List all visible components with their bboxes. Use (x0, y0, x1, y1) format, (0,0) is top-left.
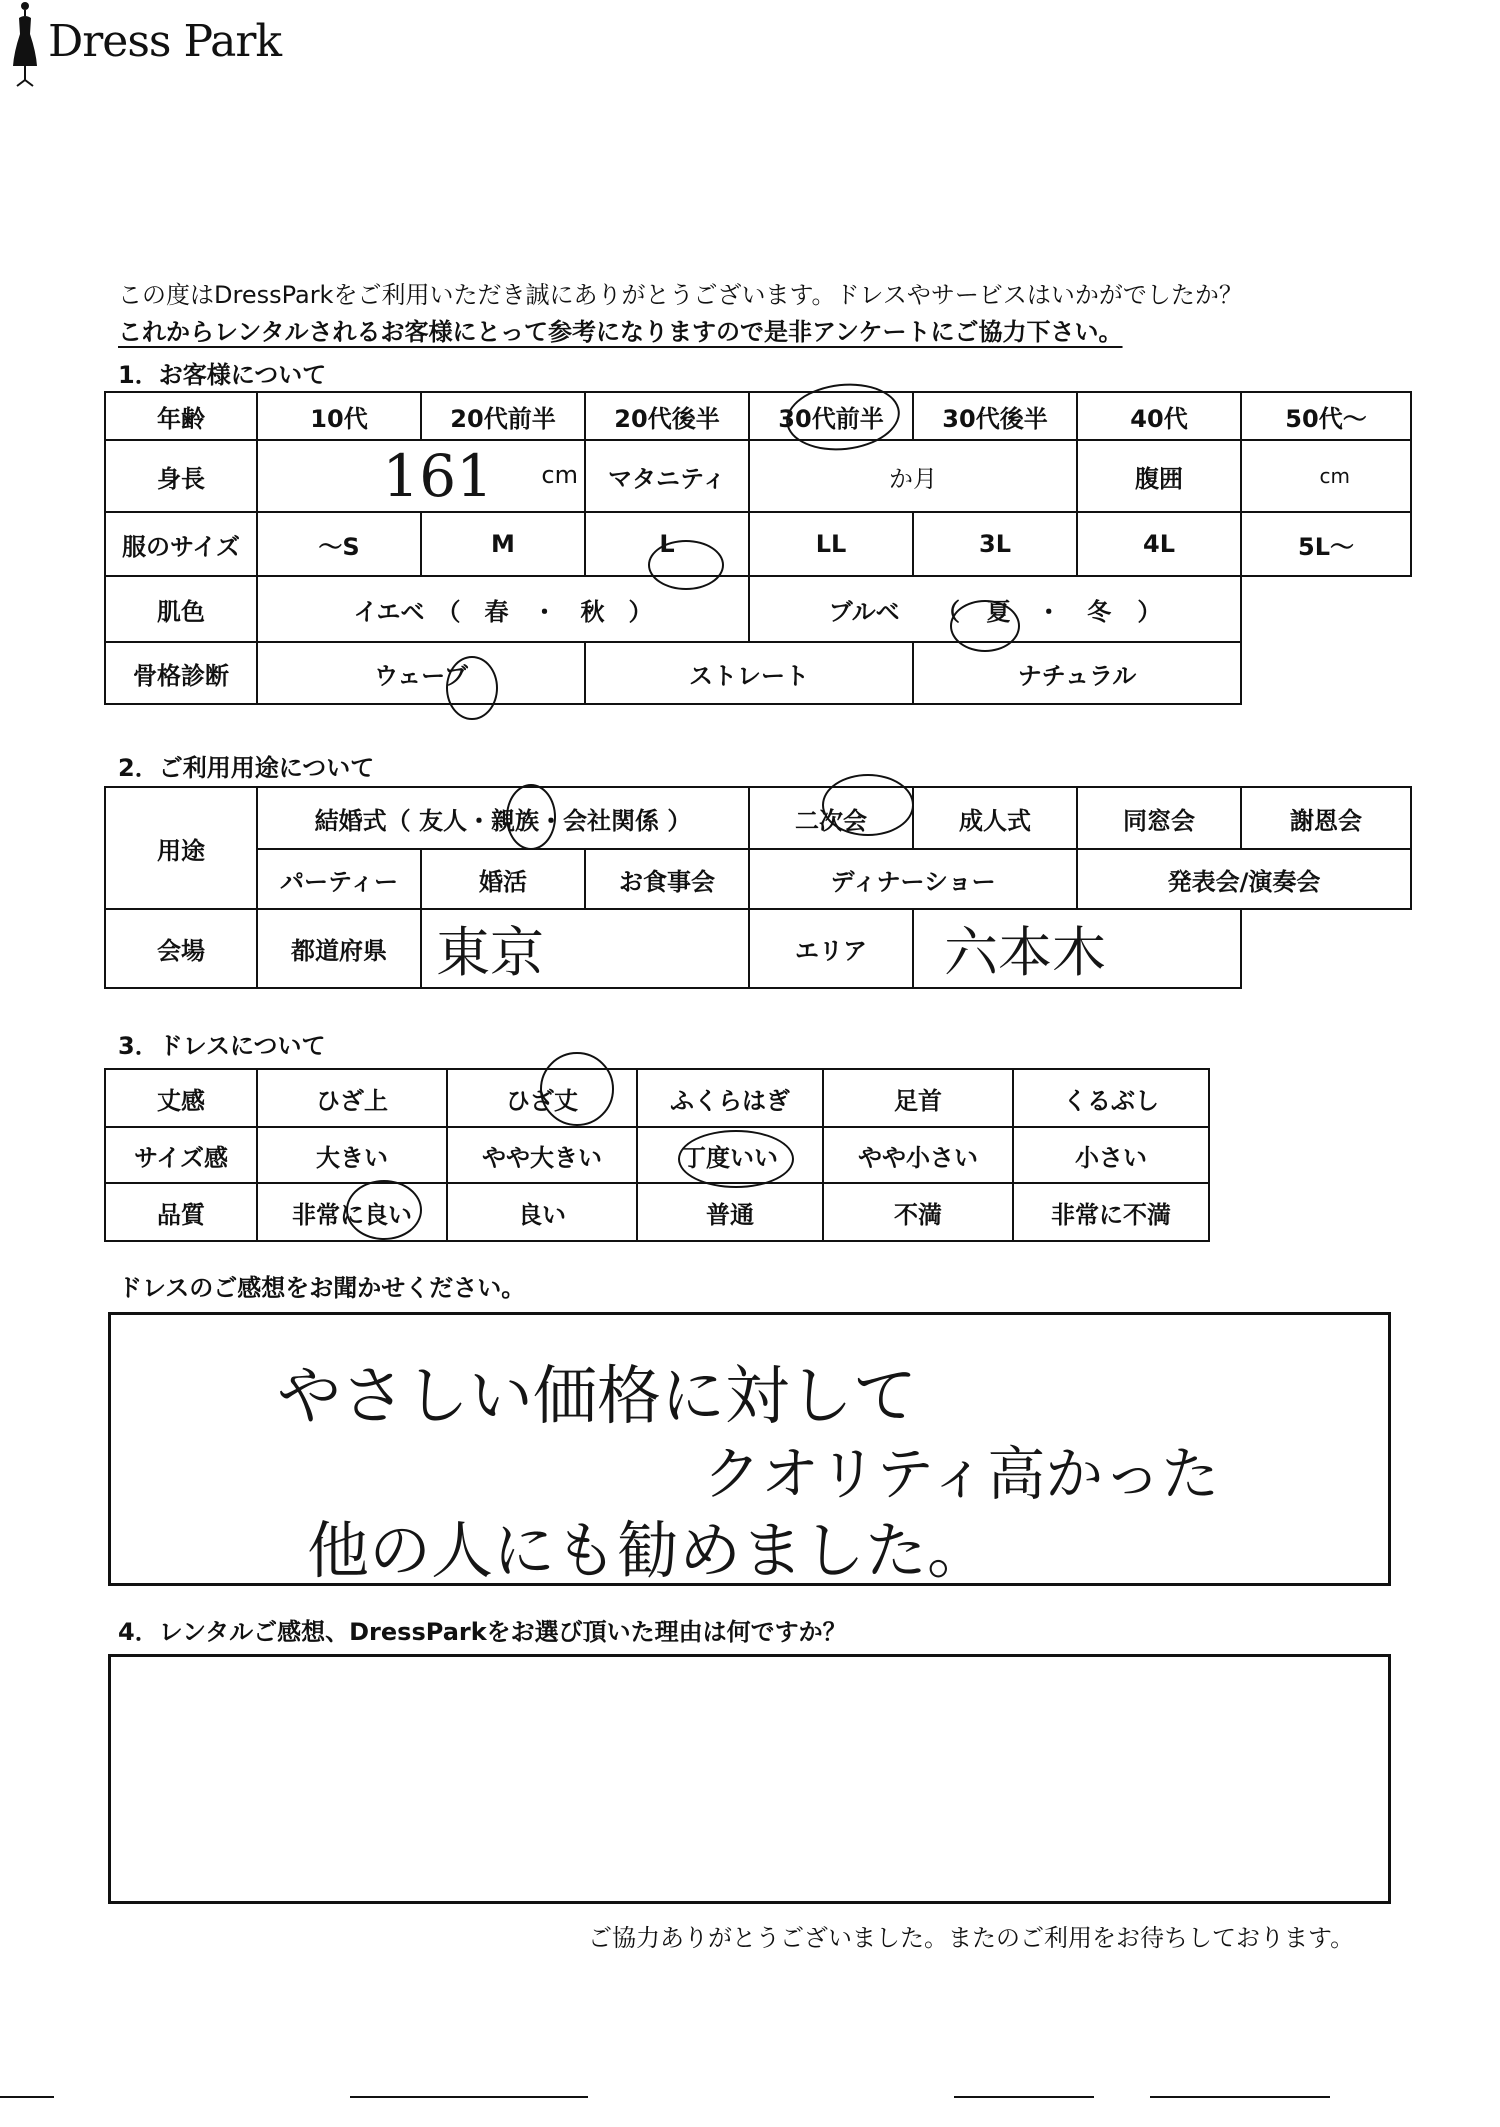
height-field[interactable] (257, 440, 585, 512)
height-row (105, 440, 1411, 512)
wedding-option[interactable]: 結婚式（ 友人・親族・会社関係 ） (257, 787, 749, 849)
usage-option[interactable]: 同窓会 (1077, 787, 1241, 849)
blue-summer-option[interactable]: 夏 (986, 597, 1011, 626)
fit-option[interactable]: 小さい (1013, 1127, 1209, 1183)
scan-mark (954, 2096, 1094, 2098)
size-row (105, 512, 1411, 576)
intro-line-2: これからレンタルされるお客様にとって参考になりますので是非アンケートにご協力下さい。 (118, 318, 1123, 346)
purpose-label: 用途 (105, 787, 257, 909)
usage-option[interactable]: 謝恩会 (1241, 787, 1411, 849)
age-option[interactable]: 20代前半 (421, 392, 585, 440)
dress-silhouette-icon (10, 0, 40, 90)
height-unit: cm (541, 461, 578, 489)
length-option[interactable]: ひざ丈 (447, 1069, 637, 1127)
venue-label: 会場 (105, 909, 257, 988)
size-option[interactable]: ～S (257, 512, 421, 576)
quality-option[interactable]: 非常に良い (257, 1183, 447, 1241)
prefecture-field[interactable] (421, 909, 749, 988)
height-label: 身長 (105, 440, 257, 512)
quality-label: 品質 (105, 1183, 257, 1241)
age-option[interactable]: 30代後半 (913, 392, 1077, 440)
maternity-label: マタニティ (585, 440, 749, 512)
usage-row-1 (105, 787, 1411, 849)
empty-cell (1241, 909, 1411, 988)
empty-cell (1241, 576, 1411, 642)
venue-row (105, 909, 1411, 988)
skin-row (105, 576, 1411, 642)
section1-title: 1．お客様について (118, 361, 327, 389)
size-option[interactable]: 5L～ (1241, 512, 1411, 576)
body-option[interactable]: ウェーブ (257, 642, 585, 704)
impression-line-1: やさしい価格に対して (277, 1360, 917, 1434)
quality-option[interactable]: 不満 (823, 1183, 1013, 1241)
skin-label: 肌色 (105, 576, 257, 642)
fit-row (105, 1127, 1209, 1183)
impression-box[interactable] (108, 1312, 1391, 1586)
impression-line-2: クオリティ高かった (703, 1440, 1220, 1508)
body-option[interactable]: ストレート (585, 642, 913, 704)
age-option[interactable]: 40代 (1077, 392, 1241, 440)
usage-option[interactable]: 婚活 (421, 849, 585, 909)
scan-mark (350, 2096, 588, 2098)
prefecture-value: 東京 (436, 921, 544, 984)
fit-label: サイズ感 (105, 1127, 257, 1183)
blue-winter-option[interactable]: 冬 (1087, 597, 1112, 626)
scan-mark (0, 2096, 54, 2098)
age-option[interactable]: 20代後半 (585, 392, 749, 440)
fit-option[interactable]: 大きい (257, 1127, 447, 1183)
area-value: 六本木 (944, 921, 1107, 984)
usage-option[interactable]: 二次会 (749, 787, 913, 849)
logo-text: Dress Park (48, 16, 282, 67)
quality-option[interactable]: 非常に不満 (1013, 1183, 1209, 1241)
usage-option[interactable]: パーティー (257, 849, 421, 909)
customer-table (104, 391, 1412, 705)
length-option[interactable]: ひざ上 (257, 1069, 447, 1127)
reason-box[interactable] (108, 1654, 1391, 1904)
yellow-base-option[interactable]: イエベ （ 春 ・ 秋 ） (257, 576, 749, 642)
dress-table (104, 1068, 1210, 1242)
scan-mark (1150, 2096, 1330, 2098)
section3-title: 3．ドレスについて (118, 1032, 326, 1060)
quality-option[interactable]: 普通 (637, 1183, 823, 1241)
size-option[interactable]: M (421, 512, 585, 576)
age-option[interactable]: 10代 (257, 392, 421, 440)
size-option[interactable]: L (585, 512, 749, 576)
usage-option[interactable]: 発表会/演奏会 (1077, 849, 1411, 909)
age-option[interactable]: 50代～ (1241, 392, 1411, 440)
intro-line-1: この度はDressParkをご利用いただき誠にありがとうございます。ドレスやサービスはいかがでしたか？ (118, 281, 1243, 309)
empty-cell (1241, 642, 1411, 704)
maternity-month-unit: か月 (749, 440, 1077, 512)
length-option[interactable]: 足首 (823, 1069, 1013, 1127)
length-option[interactable]: くるぶし (1013, 1069, 1209, 1127)
length-label: 丈感 (105, 1069, 257, 1127)
length-option[interactable]: ふくらはぎ (637, 1069, 823, 1127)
blue-base-option[interactable]: ブルベ （ 夏 ・ 冬 ） (749, 576, 1241, 642)
impression-line-3: 他の人にも勧めました。 (307, 1514, 990, 1587)
body-row (105, 642, 1411, 704)
area-field[interactable] (913, 909, 1241, 988)
dresspark-logo (0, 0, 282, 90)
section2-title: 2．ご利用用途について (118, 754, 375, 782)
body-option[interactable]: ナチュラル (913, 642, 1241, 704)
impression-prompt: ドレスのご感想をお聞かせください。 (118, 1274, 526, 1302)
section4-title: 4．レンタルご感想、DressParkをお選び頂いた理由は何ですか？ (118, 1618, 847, 1646)
footer-thanks: ご協力ありがとうございました。またのご利用をお待ちしております。 (588, 1924, 1355, 1952)
height-value: 161 (382, 442, 494, 510)
size-option[interactable]: 4L (1077, 512, 1241, 576)
prefecture-label: 都道府県 (257, 909, 421, 988)
waist-unit: cm (1241, 440, 1411, 512)
usage-row-2 (105, 849, 1411, 909)
size-option[interactable]: 3L (913, 512, 1077, 576)
body-label: 骨格診断 (105, 642, 257, 704)
quality-row (105, 1183, 1209, 1241)
waist-label: 腹囲 (1077, 440, 1241, 512)
size-label: 服のサイズ (105, 512, 257, 576)
fit-option[interactable]: やや小さい (823, 1127, 1013, 1183)
length-row (105, 1069, 1209, 1127)
size-option[interactable]: LL (749, 512, 913, 576)
age-label: 年齢 (105, 392, 257, 440)
usage-option[interactable]: ディナーショー (749, 849, 1077, 909)
usage-table (104, 786, 1412, 989)
fit-option[interactable]: 丁度いい (637, 1127, 823, 1183)
blue-base-label: ブルベ (828, 597, 900, 626)
usage-option[interactable]: 成人式 (913, 787, 1077, 849)
fit-option[interactable]: やや大きい (447, 1127, 637, 1183)
age-option[interactable]: 30代前半 (749, 392, 913, 440)
area-label: エリア (749, 909, 913, 988)
age-row (105, 392, 1411, 440)
quality-option[interactable]: 良い (447, 1183, 637, 1241)
usage-option[interactable]: お食事会 (585, 849, 749, 909)
